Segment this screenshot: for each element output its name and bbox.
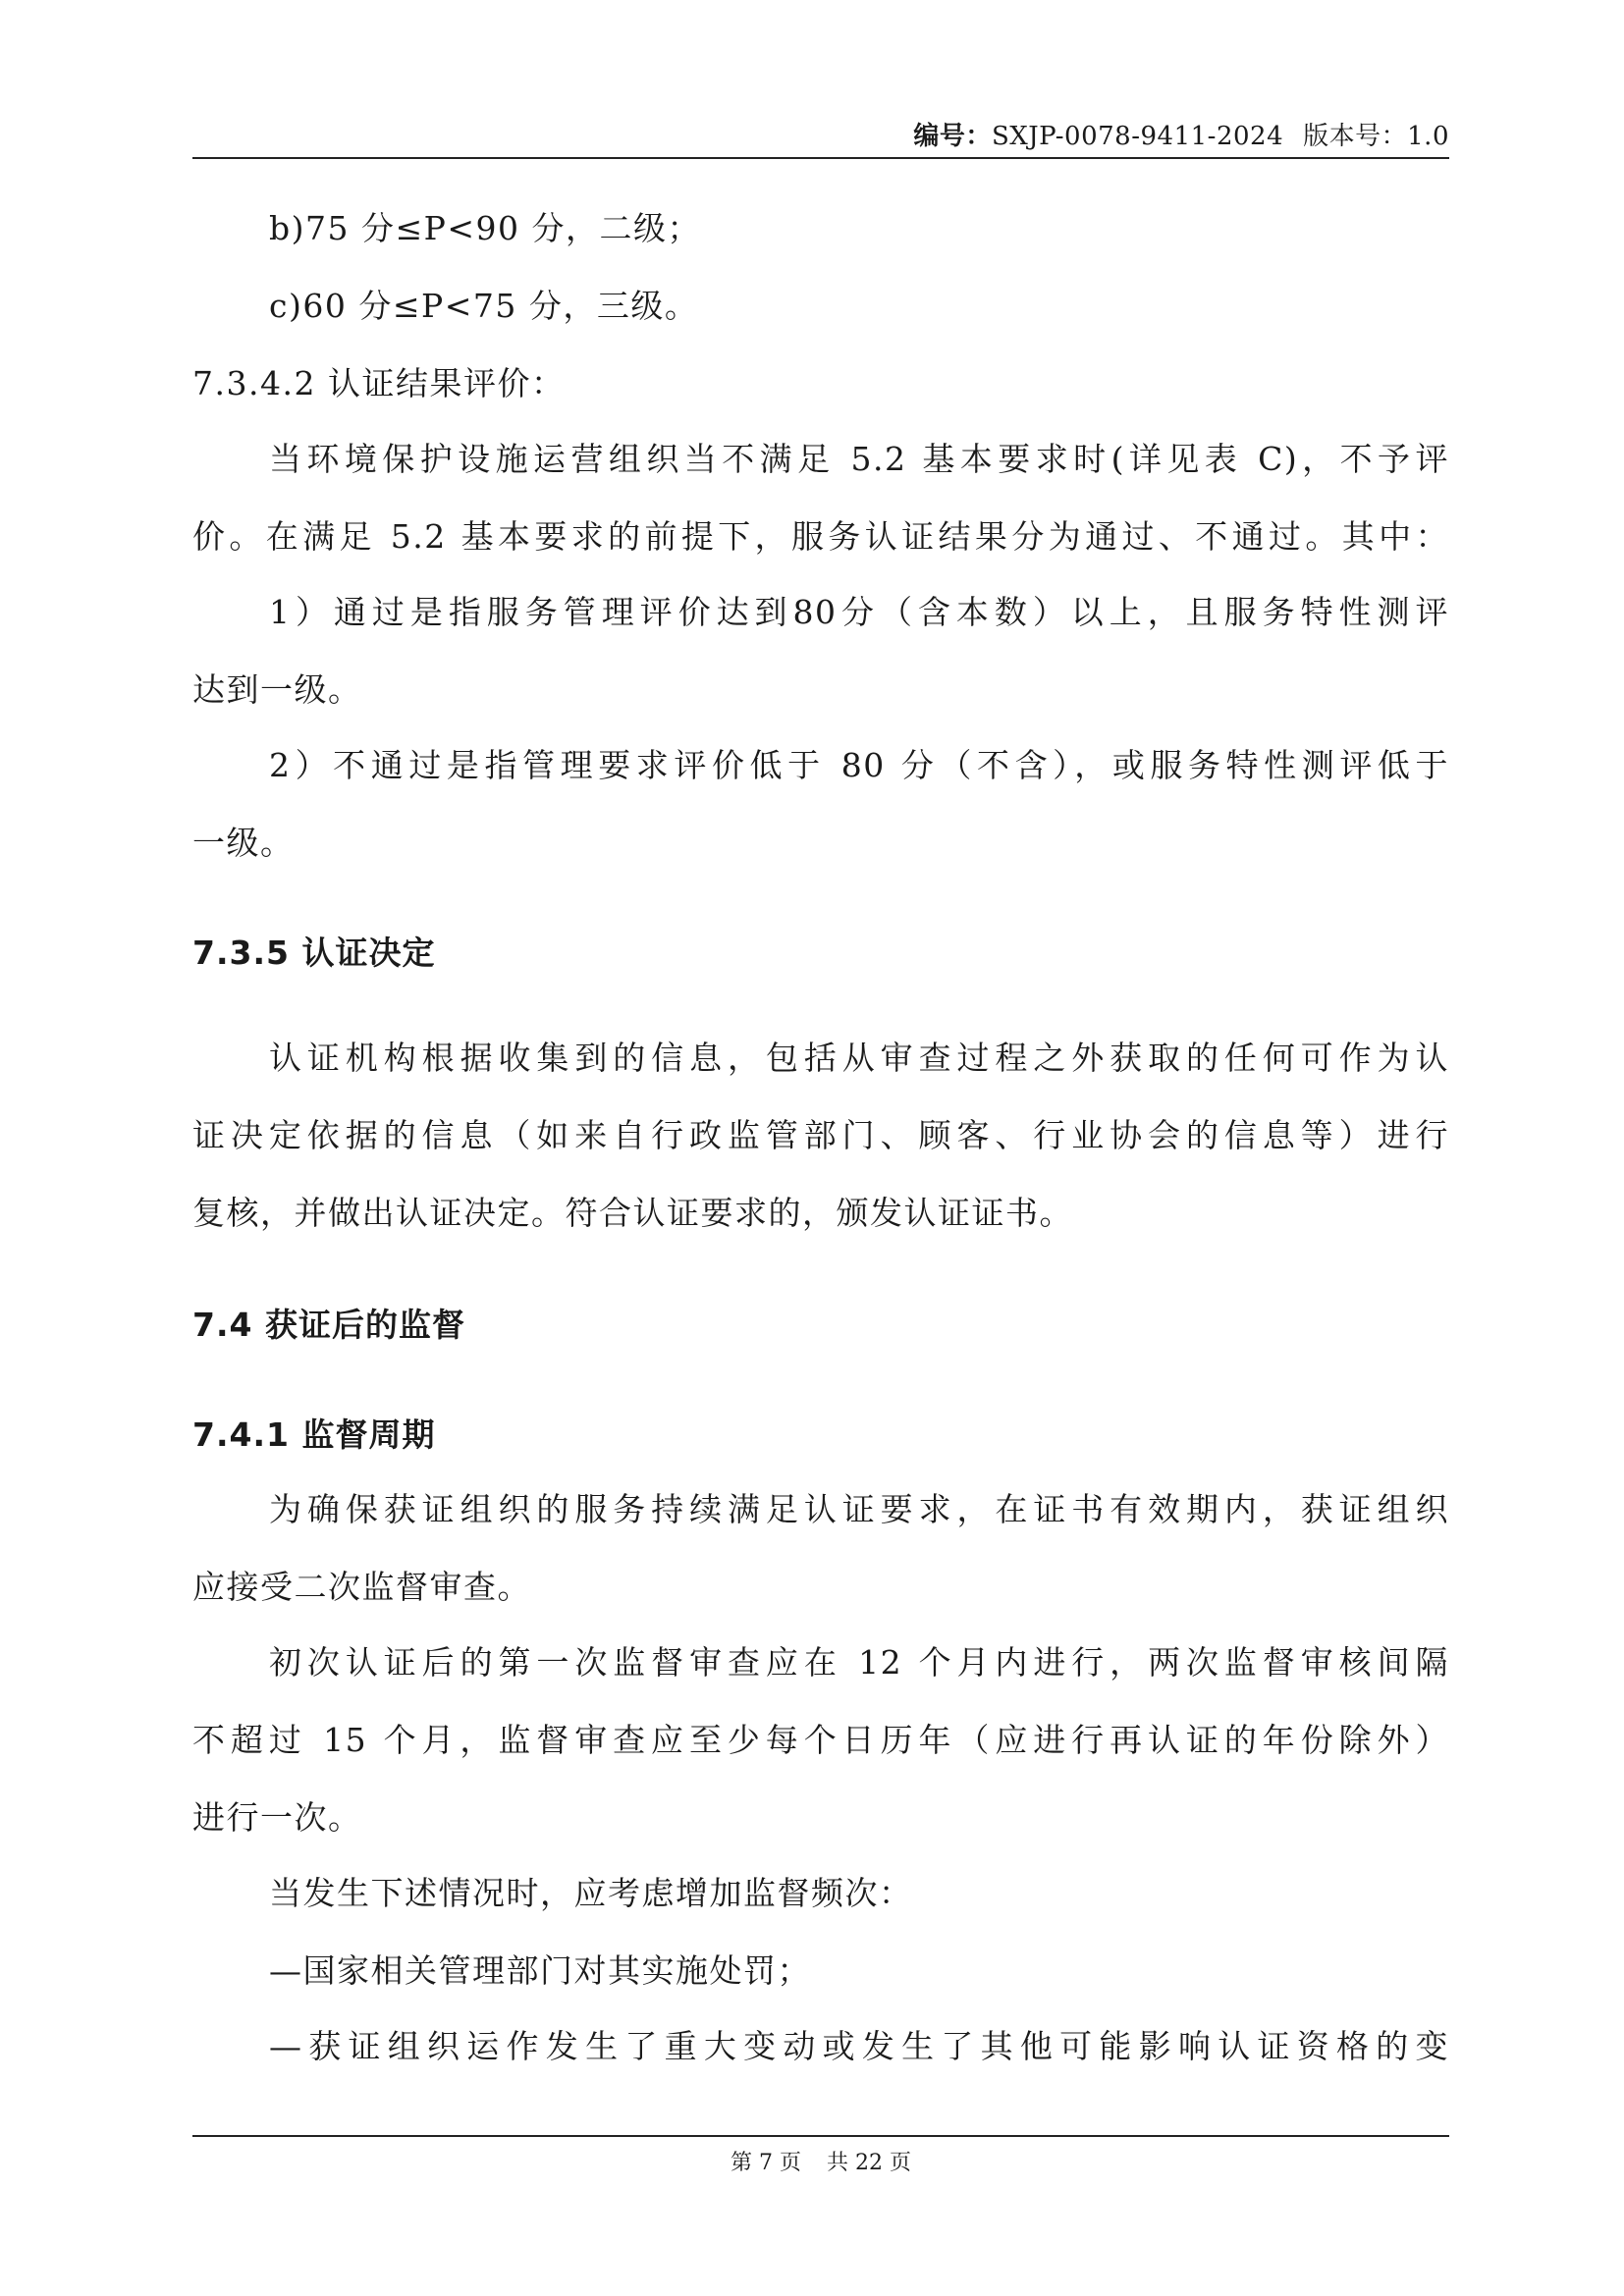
page-header xyxy=(192,116,1449,152)
text-line: 一级。 xyxy=(192,824,295,862)
text-line: 复核，并做出认证决定。符合认证要求的，颁发认证证书。 xyxy=(192,1194,1073,1232)
text-line: 价。在满足 5.2 基本要求的前提下，服务认证结果分为通过、不通过。其中： xyxy=(192,517,1449,556)
version-label: 版本号： xyxy=(1303,122,1408,151)
text-line: 证决定依据的信息（如来自行政监管部门、顾客、行业协会的信息等）进行 xyxy=(192,1116,1449,1154)
text-line: 应接受二次监督审查。 xyxy=(192,1568,531,1606)
doc-code-label: 编号： xyxy=(913,122,992,151)
text-line: 为确保获证组织的服务持续满足认证要求，在证书有效期内，获证组织 xyxy=(269,1490,1449,1528)
list-item: —国家相关管理部门对其实施处罚； xyxy=(269,1951,811,1990)
text-line: 1）通过是指服务管理评价达到80分（含本数）以上，且服务特性测评 xyxy=(269,593,1449,631)
list-item: —获证组织运作发生了重大变动或发生了其他可能影响认证资格的变 xyxy=(269,2027,1449,2065)
page-number: 第 7 页 xyxy=(731,2151,801,2175)
text-line: c)60 分≤P<75 分，三级。 xyxy=(269,287,699,325)
text-line: 初次认证后的第一次监督审查应在 12 个月内进行，两次监督审核间隔 xyxy=(269,1643,1449,1682)
header-rule xyxy=(192,157,1449,159)
text-line: 进行一次。 xyxy=(192,1798,362,1837)
footer-rule xyxy=(192,2135,1449,2137)
text-line: 当发生下述情况时，应考虑增加监督频次： xyxy=(269,1874,913,1912)
doc-code-value: SXJP-0078-9411-2024 xyxy=(991,122,1284,151)
text-line: 当环境保护设施运营组织当不满足 5.2 基本要求时(详见表 C)，不予评 xyxy=(269,440,1449,478)
version-value: 1.0 xyxy=(1407,122,1449,151)
section-heading-7-3-5: 7.3.5 认证决定 xyxy=(192,934,436,972)
section-heading-7-4: 7.4 获证后的监督 xyxy=(192,1306,465,1344)
page-total: 共 22 页 xyxy=(827,2151,911,2175)
text-line: 达到一级。 xyxy=(192,670,362,709)
clause-7-3-4-2-title: 7.3.4.2 认证结果评价： xyxy=(192,364,566,402)
text-line: b)75 分≤P<90 分，二级； xyxy=(269,209,701,247)
text-line: 不超过 15 个月，监督审查应至少每个日历年（应进行再认证的年份除外） xyxy=(192,1721,1449,1759)
section-heading-7-4-1: 7.4.1 监督周期 xyxy=(192,1415,436,1454)
text-line: 认证机构根据收集到的信息，包括从审查过程之外获取的任何可作为认 xyxy=(269,1039,1449,1077)
text-line: 2）不通过是指管理要求评价低于 80 分（不含），或服务特性测评低于 xyxy=(269,746,1449,784)
page-footer xyxy=(192,2146,1449,2176)
